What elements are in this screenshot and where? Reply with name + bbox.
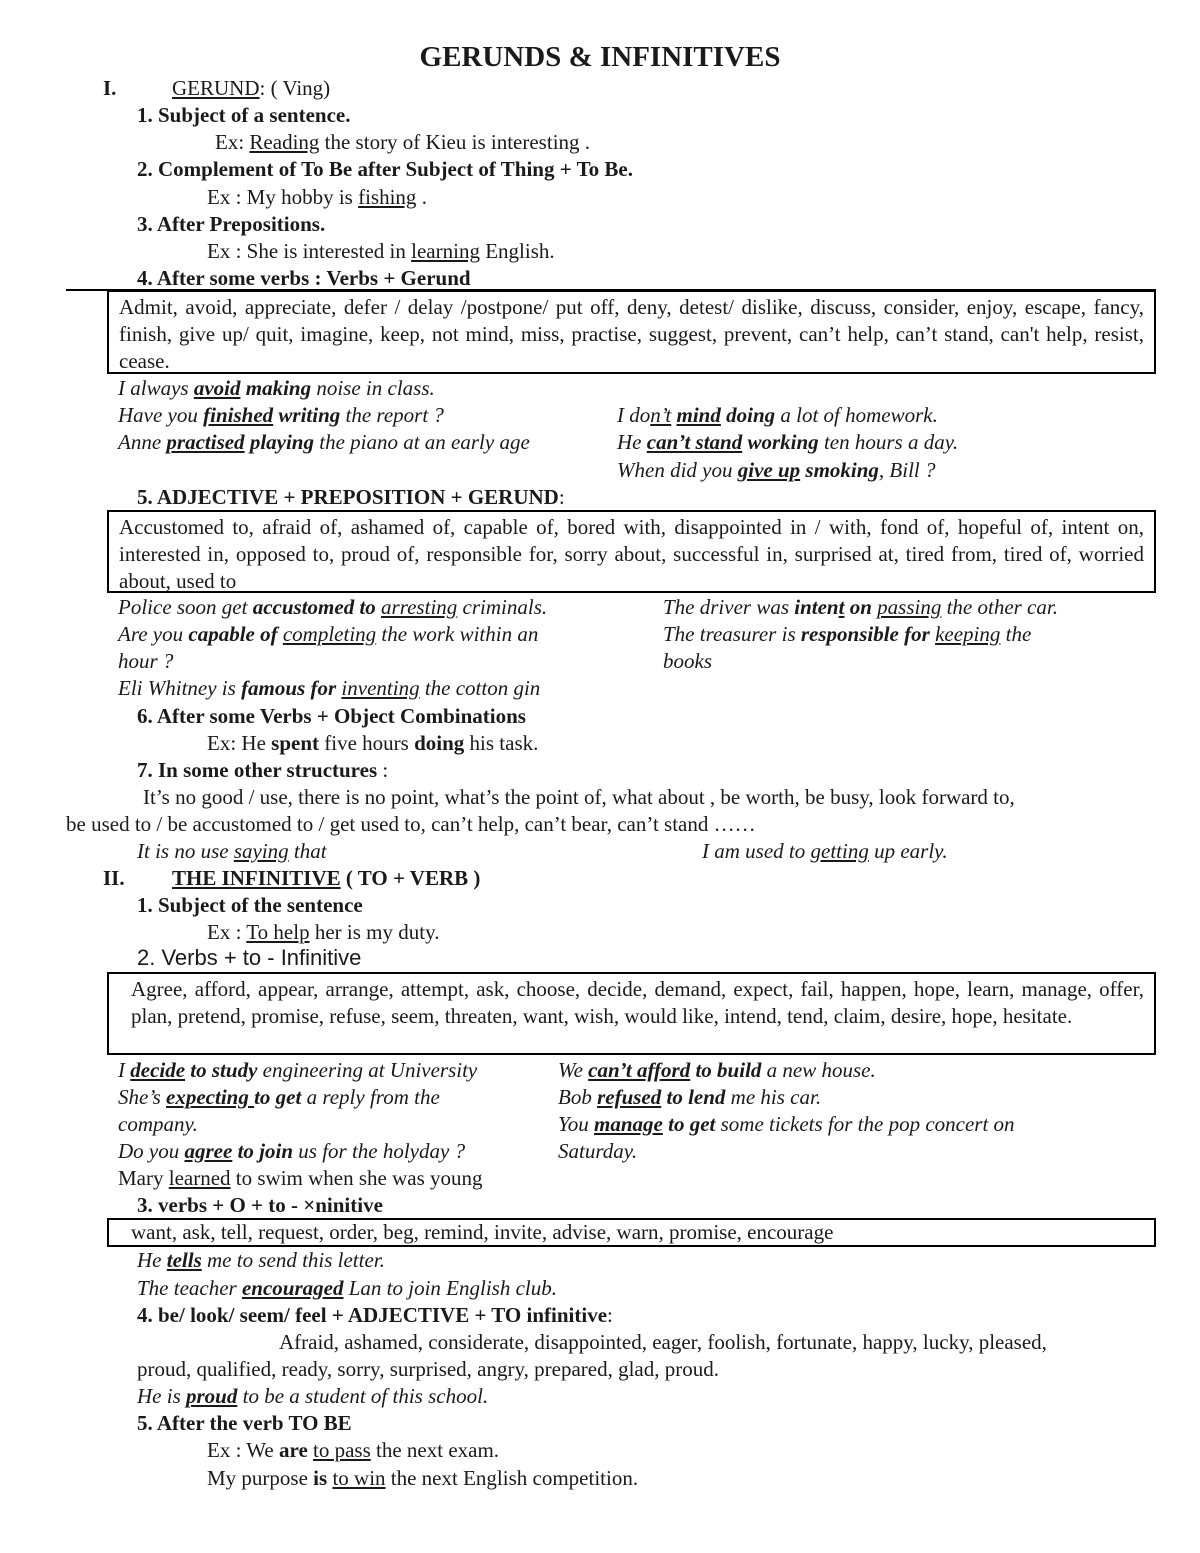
- gerund-example-5e: The treasurer is responsible for keeping the: [663, 622, 1032, 646]
- infinitive-example-2f: Bob refused to lend me his car.: [558, 1085, 822, 1109]
- infinitive-verbs-box: Agree, afford, appear, arrange, attempt, ask, choose, decide, demand, expect, fail, happen, hope, learn, manage, offer, plan, pretend, promise, refuse, seem, threaten, want, wish, would like, intend, tend, claim, desire, hope, hesitate.: [107, 972, 1156, 1055]
- gerund-rule-1: 1. Subject of a sentence.: [137, 103, 351, 127]
- infinitive-rule-5: 5. After the verb TO BE: [137, 1411, 352, 1435]
- gerund-example-7b: I am used to getting up early.: [702, 839, 948, 863]
- section-1-heading: GERUND: ( Ving): [172, 76, 331, 100]
- infinitive-example-5a: Ex : We are to pass the next exam.: [207, 1438, 500, 1462]
- gerund-example-4a: I always avoid making noise in class.: [118, 376, 435, 400]
- infinitive-example-4: He is proud to be a student of this school.: [137, 1384, 489, 1408]
- gerund-example-5b-cont: hour ?: [118, 649, 174, 673]
- gerund-example-3: Ex : She is interested in learning English.: [207, 239, 555, 263]
- gerund-rule-3: 3. After Prepositions.: [137, 212, 326, 236]
- adjectives-line-1: Afraid, ashamed, considerate, disappointed, eager, foolish, fortunate, happy, lucky, pleased,: [279, 1330, 1047, 1354]
- gerund-verbs-box: Admit, avoid, appreciate, defer / delay /postpone/ put off, deny, detest/ dislike, discuss, consider, enjoy, escape, fancy, finish, give up/ quit, imagine, keep, not mind, miss, practise, suggest, prevent, can’t help, can’t stand, can't help, resist, cease.: [107, 290, 1156, 374]
- gerund-example-4e: He can’t stand working ten hours a day.: [617, 430, 959, 454]
- infinitive-example-2e: We can’t afford to build a new house.: [558, 1058, 876, 1082]
- adjective-preposition-box: Accustomed to, afraid of, ashamed of, capable of, bored with, disappointed in / with, fond of, hopeful of, intent on, interested in, opposed to, proud of, responsible for, sorry about, successful in, surprised at, tired from, tired of, worried about, used to: [107, 510, 1156, 593]
- gerund-rule-6: 6. After some Verbs + Object Combinations: [137, 704, 526, 728]
- structures-line-2: be used to / be accustomed to / get used to, can’t help, can’t bear, can’t stand ……: [66, 812, 756, 836]
- infinitive-rule-4: 4. be/ look/ seem/ feel + ADJECTIVE + TO infinitive:: [137, 1303, 613, 1327]
- infinitive-example-1: Ex : To help her is my duty.: [207, 920, 440, 944]
- infinitive-example-5b: My purpose is to win the next English competition.: [207, 1466, 639, 1490]
- gerund-example-5e-cont: books: [663, 649, 712, 673]
- infinitive-example-2b: She’s expecting to get a reply from the: [118, 1085, 440, 1109]
- section-2-heading: THE INFINITIVE ( TO + VERB ): [172, 866, 481, 890]
- infinitive-example-2a: I decide to study engineering at University: [118, 1058, 478, 1082]
- gerund-example-4c: Anne practised playing the piano at an early age: [118, 430, 530, 454]
- verb-object-box: want, ask, tell, request, order, beg, remind, invite, advise, warn, promise, encourage: [107, 1218, 1156, 1247]
- gerund-example-5b: Are you capable of completing the work within an: [118, 622, 539, 646]
- infinitive-rule-1: 1. Subject of the sentence: [137, 893, 363, 917]
- gerund-example-6: Ex: He spent five hours doing his task.: [207, 731, 539, 755]
- gerund-example-4f: When did you give up smoking, Bill ?: [617, 458, 936, 482]
- infinitive-example-2c: Do you agree to join us for the holyday ?: [118, 1139, 466, 1163]
- gerund-example-5c: Eli Whitney is famous for inventing the cotton gin: [118, 676, 541, 700]
- gerund-rule-2: 2. Complement of To Be after Subject of Thing + To Be.: [137, 157, 633, 181]
- infinitive-example-2g-cont: Saturday.: [558, 1139, 638, 1163]
- gerund-rule-4: 4. After some verbs : Verbs + Gerund: [137, 266, 471, 290]
- gerund-example-2: Ex : My hobby is fishing .: [207, 185, 427, 209]
- structures-line-1: It’s no good / use, there is no point, what’s the point of, what about , be worth, be busy, look forward to,: [143, 785, 1015, 809]
- gerund-example-5a: Police soon get accustomed to arresting criminals.: [118, 595, 548, 619]
- section-2-number: II.: [103, 866, 125, 890]
- page-title: GERUNDS & INFINITIVES: [419, 41, 781, 73]
- gerund-rule-5: 5. ADJECTIVE + PREPOSITION + GERUND:: [137, 485, 565, 509]
- infinitive-rule-2: 2. Verbs + to - Infinitive: [137, 945, 362, 970]
- adjectives-line-2: proud, qualified, ready, sorry, surprised, angry, prepared, glad, proud.: [137, 1357, 719, 1381]
- gerund-example-5d: The driver was intent on passing the other car.: [663, 595, 1058, 619]
- gerund-example-7a: It is no use saying that: [137, 839, 327, 863]
- infinitive-example-2d: Mary learned to swim when she was young: [118, 1166, 483, 1190]
- infinitive-rule-3: 3. verbs + O + to - ×ninitive: [137, 1193, 383, 1217]
- section-1-number: I.: [103, 76, 117, 100]
- gerund-rule-7: 7. In some other structures :: [137, 758, 389, 782]
- gerund-example-1: Ex: Reading the story of Kieu is interesting .: [215, 130, 591, 154]
- infinitive-example-2g: You manage to get some tickets for the pop concert on: [558, 1112, 1015, 1136]
- infinitive-example-3a: He tells me to send this letter.: [137, 1248, 385, 1272]
- infinitive-example-3b: The teacher encouraged Lan to join English club.: [137, 1276, 557, 1300]
- gerund-example-4d: I don’t mind doing a lot of homework.: [617, 403, 938, 427]
- gerund-example-4b: Have you finished writing the report ?: [118, 403, 444, 427]
- infinitive-example-2b-cont: company.: [118, 1112, 198, 1136]
